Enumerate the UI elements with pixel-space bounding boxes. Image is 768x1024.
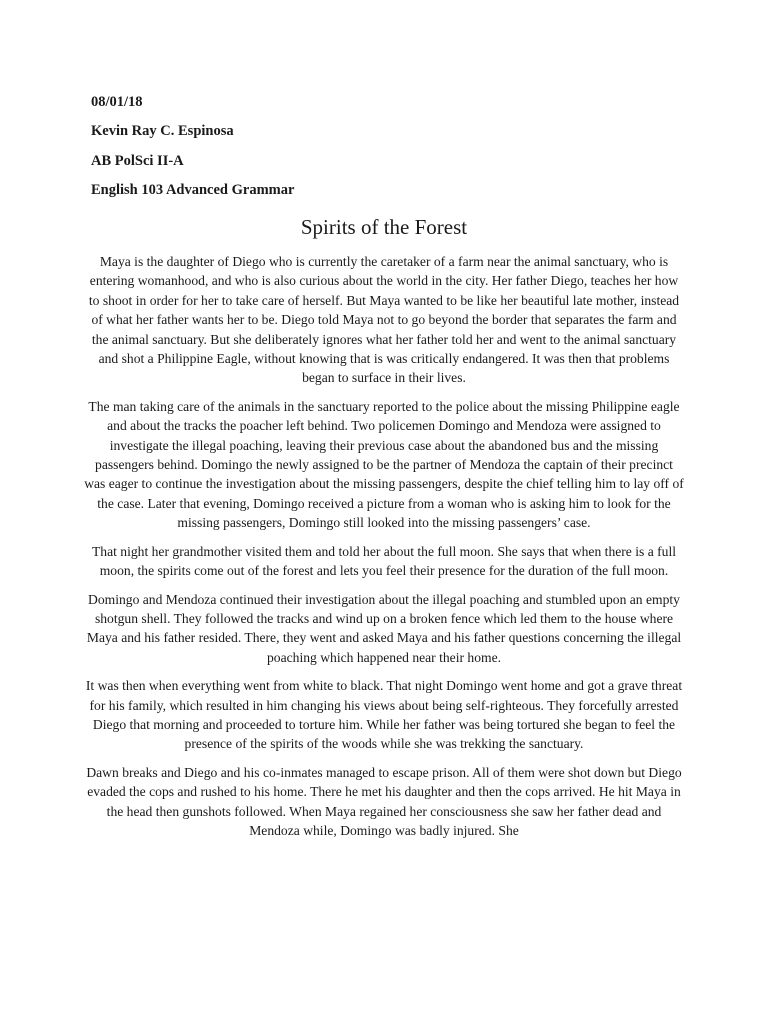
paragraph-4: Domingo and Mendoza continued their investigation about the illegal poaching and stumbled upon an empty shotgun shell. They followed the tracks and wind up on a broken fence which led them to the house where Maya and his father resided. There, they went and asked Maya and his father questions concerning the illegal poaching which happened near their home. [86, 591, 682, 665]
paragraph-5: It was then when everything went from white to black. That night Domingo went home and got a grave threat for his family, which resulted in him changing his views about being self-righteous. They forcefully arrested Diego that morning and proceeded to torture him. While her father was being tortured she began to feel the presence of the spirits of the woods while she was trekking the sanctuary. [85, 678, 683, 752]
paragraph-2: The man taking care of the animals in the sanctuary reported to the police about the missing Philippine eagle and about the tracks the poacher left behind. Two policemen Domingo and Mendoza were assigned to investigate the illegal poaching, leaving their previous case about the abandoned bus and the missing passengers behind. Domingo the newly assigned to be the partner of Mendoza the captain of their precinct was eager to continue the investigation about the missing passengers, despite the chief telling him to lay off of the case. Later that evening, Domingo received a picture from a woman who is asking him to look for the missing passengers, Domingo still looked into the missing passengers’ case. [84, 398, 684, 531]
document-body [84, 252, 684, 849]
program-line: AB PolSci II-A [91, 152, 184, 169]
author-name: Kevin Ray C. Espinosa [91, 123, 234, 140]
paragraph-1: Maya is the daughter of Diego who is currently the caretaker of a farm near the animal sanctuary, who is entering womanhood, and who is also curious about the world in the city. Her father Diego, teaches her how to shoot in order for her to take care of herself. But Maya wanted to be like her beautiful late mother, instead of what her father wants her to be. Diego told Maya not to go beyond the border that separates the farm and the animal sanctuary. But she deliberately ignores what her father told her and went to the animal sanctuary and shot a Philippine Eagle, without knowing that is was critically endangered. It was then that problems began to surface in their lives. [88, 254, 680, 386]
date-line: 08/01/18 [91, 94, 143, 110]
course-line: English 103 Advanced Grammar [91, 181, 295, 198]
paragraph-3: That night her grandmother visited them and told her about the full moon. She says that when there is a full moon, the spirits come out of the forest and lets you feel their presence for the duration of the full moon. [91, 543, 677, 579]
document-header [91, 90, 294, 207]
document-title: Spirits of the Forest [300, 215, 468, 239]
paragraph-6: Dawn breaks and Diego and his co-inmates managed to escape prison. All of them were shot down but Diego evaded the cops and rushed to his home. There he met his daughter and then the cops arrived. He hit Maya in the head then gunshots followed. When Maya regained her consciousness she saw her father dead and Mendoza while, Domingo was badly injured. She [86, 764, 682, 838]
